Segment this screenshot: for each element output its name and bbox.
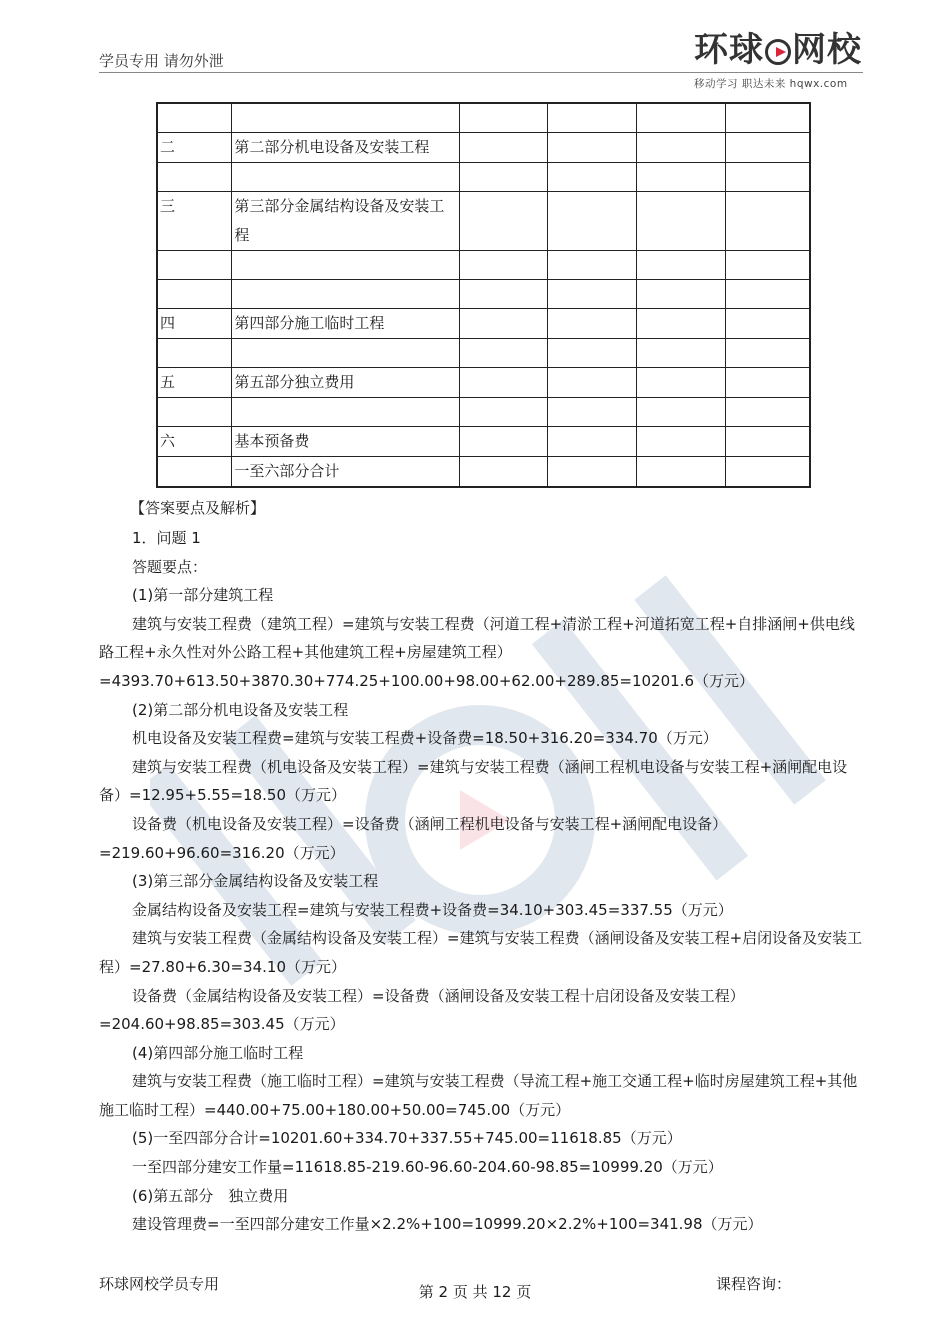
table-row: 六 基本预备费 <box>157 426 810 456</box>
table-row: 五 第五部分独立费用 <box>157 367 810 397</box>
table-row: 四 第四部分施工临时工程 <box>157 308 810 338</box>
paragraph: 建设管理费=一至四部分建安工作量×2.2%+100=10999.20×2.2%+100=341.98（万元） <box>132 1215 763 1234</box>
table-row <box>157 397 810 426</box>
table-row <box>157 279 810 308</box>
table-row <box>157 338 810 367</box>
paragraph: 设备费（机电设备及安装工程）=设备费（涵闸工程机电设备与安装工程+涵闸配电设备） <box>132 814 728 833</box>
answer-heading: 【答案要点及解析】 <box>130 499 266 517</box>
section-heading: (4)第四部分施工临时工程 <box>132 1043 304 1062</box>
paragraph: 建筑与安装工程费（施工临时工程）=建筑与安装工程费（导流工程+施工交通工程+临时房屋建筑工程+其他施工临时工程）=440.00+75.00+180.00+50.00=745.00（万元） <box>99 1072 858 1119</box>
paragraph: 建筑与安装工程费（机电设备及安装工程）=建筑与安装工程费（涵闸工程机电设备与安装工程+涵闸配电设备）=12.95+5.55=18.50（万元） <box>99 757 848 805</box>
paragraph: =4393.70+613.50+3870.30+774.25+100.00+98.00+62.00+289.85=10201.6（万元） <box>99 671 755 690</box>
logo <box>694 30 864 92</box>
course-consult-label: 课程咨询： <box>716 1275 792 1293</box>
page-number: 第 2 页 共 12 页 <box>418 1283 532 1301</box>
paragraph: 设备费（金属结构设备及安装工程）=设备费（涵闸设备及安装工程十启闭设备及安装工程） <box>132 986 745 1005</box>
paragraph: 机电设备及安装工程费=建筑与安装工程费+设备费=18.50+316.20=334.70（万元） <box>132 729 718 748</box>
section-heading: (2)第二部分机电设备及安装工程 <box>132 700 349 719</box>
paragraph: 建筑与安装工程费（建筑工程）=建筑与安装工程费（河道工程+清淤工程+河道拓宽工程+自排涵闸+供电线路工程+永久性对外公路工程+其他建筑工程+房屋建筑工程） <box>99 614 855 662</box>
cost-summary-table <box>156 102 811 488</box>
table-row: 一至六部分合计 <box>157 456 810 487</box>
table-row: 三 第三部分金属结构设备及安装工程 <box>157 191 810 250</box>
question-number: 1．问题 1 <box>132 529 201 547</box>
logo-tagline: 移动学习 职达未来 hqwx.com <box>694 78 848 90</box>
paragraph: 一至四部分建安工作量=11618.85-219.60-96.60-204.60-98.85=10999.20（万元） <box>132 1158 723 1177</box>
footer-left-text: 环球网校学员专用 <box>99 1275 220 1293</box>
paragraph: 金属结构设备及安装工程=建筑与安装工程费+设备费=34.10+303.45=337.55（万元） <box>132 900 733 919</box>
section-heading: (6)第五部分 独立费用 <box>132 1186 289 1205</box>
paragraph: =204.60+98.85=303.45（万元） <box>99 1015 345 1034</box>
answer-points-label: 答题要点： <box>132 557 208 576</box>
paragraph: 建筑与安装工程费（金属结构设备及安装工程）=建筑与安装工程费（涵闸设备及安装工程+启闭设备及安装工程）=27.80+6.30=34.10（万元） <box>99 929 863 976</box>
paragraph: (5)一至四部分合计=10201.60+334.70+337.55+745.00=11618.85（万元） <box>132 1129 682 1148</box>
logo-wordmark: 环球 网校 <box>694 30 862 70</box>
answer-body <box>99 524 869 1239</box>
section-heading: (1)第一部分建筑工程 <box>132 586 274 605</box>
header-confidential-text: 学员专用 请勿外泄 <box>99 52 224 70</box>
table-row <box>157 250 810 279</box>
paragraph: =219.60+96.60=316.20（万元） <box>99 843 345 862</box>
table-row: 二 第二部分机电设备及安装工程 <box>157 132 810 162</box>
table-row <box>157 103 810 132</box>
play-icon <box>765 39 791 65</box>
section-heading: (3)第三部分金属结构设备及安装工程 <box>132 872 379 891</box>
table-row <box>157 162 810 191</box>
